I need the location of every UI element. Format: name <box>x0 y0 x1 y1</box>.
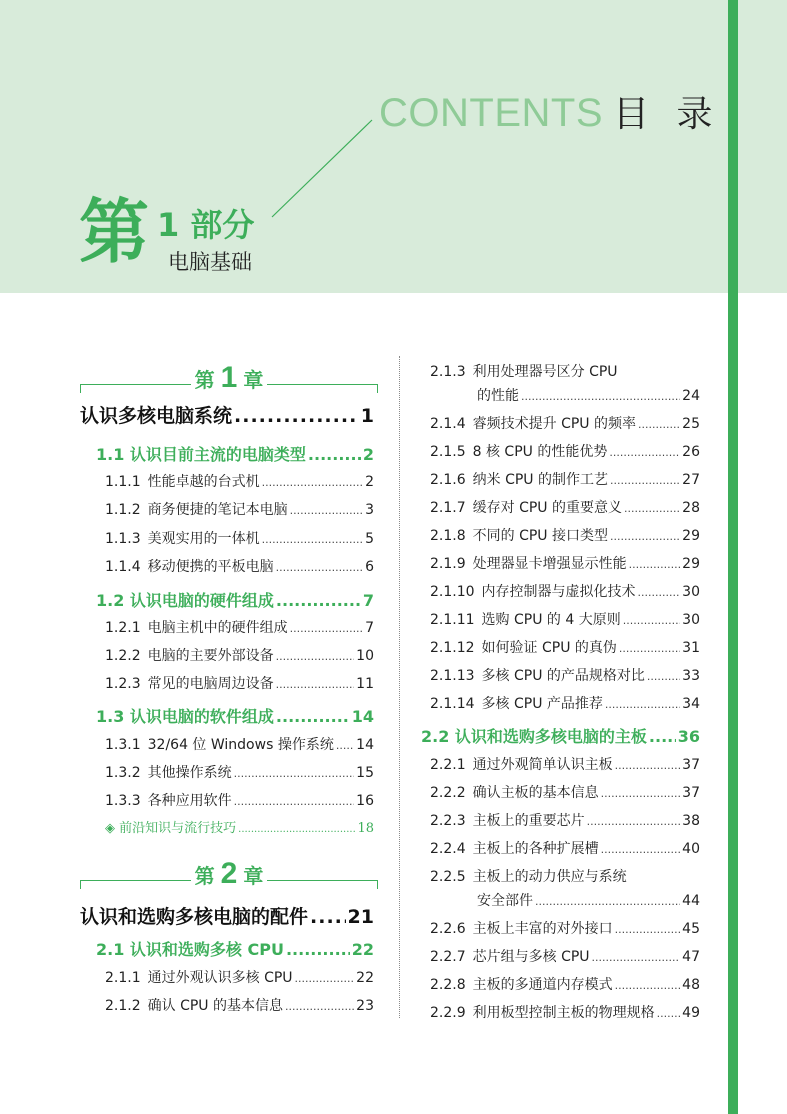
toc-label: 8 核 CPU 的性能优势 <box>472 444 608 460</box>
chapter-suffix: 章 <box>239 368 267 392</box>
toc-label: ◈ 前沿知识与流行技巧 <box>105 821 237 836</box>
toc-leader <box>276 591 361 610</box>
toc-subsection-entry-continuation[interactable] <box>477 385 700 405</box>
toc-label: 各种应用软件 <box>147 793 232 809</box>
toc-subsection-entry[interactable] <box>105 617 374 637</box>
toc-page: 31 <box>682 640 700 656</box>
toc-number: 2.2.5 <box>430 869 466 885</box>
toc-page: 49 <box>682 1005 700 1021</box>
toc-leader <box>615 979 681 992</box>
toc-page: 29 <box>682 528 700 544</box>
toc-subsection-entry[interactable] <box>430 974 700 994</box>
toc-number: 2.1.10 <box>430 584 475 600</box>
toc-label: 利用板型控制主板的物理规格 <box>472 1005 655 1021</box>
toc-subsection-entry[interactable] <box>430 637 700 657</box>
toc-page: 23 <box>356 998 374 1014</box>
toc-subsection-entry[interactable] <box>430 469 700 489</box>
chapter-number: 1 <box>220 361 238 394</box>
toc-tips-entry[interactable] <box>105 817 374 836</box>
toc-label: 通过外观简单认识主板 <box>472 757 613 773</box>
toc-number: 2.1.2 <box>105 998 141 1014</box>
toc-subsection-entry[interactable] <box>430 609 700 629</box>
toc-subsection-entry[interactable] <box>105 734 374 754</box>
toc-label: 内存控制器与虚拟化技术 <box>481 584 636 600</box>
toc-chapter-entry[interactable] <box>80 401 374 428</box>
toc-leader <box>285 1000 354 1013</box>
toc-page: 10 <box>356 648 374 664</box>
toc-label: 2.2 认识和选购多核电脑的主板 <box>421 727 647 746</box>
toc-label: 不同的 CPU 接口类型 <box>472 528 608 544</box>
toc-page: 40 <box>682 841 700 857</box>
toc-label: 纳米 CPU 的制作工艺 <box>472 472 608 488</box>
toc-number: 2.2.8 <box>430 977 466 993</box>
chapter-suffix: 章 <box>239 864 267 888</box>
toc-label: 32/64 位 Windows 操作系统 <box>147 737 334 753</box>
toc-label: 睿频技术提升 CPU 的频率 <box>472 416 636 432</box>
toc-leader <box>286 940 350 959</box>
toc-leader <box>610 530 680 543</box>
toc-subsection-entry[interactable] <box>105 499 374 519</box>
toc-label: 主板的多通道内存模式 <box>472 977 613 993</box>
toc-page: 44 <box>682 893 700 909</box>
toc-leader <box>638 586 681 599</box>
toc-page: 16 <box>356 793 374 809</box>
toc-number: 1.1.4 <box>105 559 141 575</box>
toc-number: 1.3.1 <box>105 737 141 753</box>
toc-subsection-entry[interactable] <box>105 471 374 491</box>
toc-label: 1.2 认识电脑的硬件组成 <box>96 591 274 610</box>
toc-number: 2.1.3 <box>430 364 466 380</box>
toc-label: 多核 CPU 的产品规格对比 <box>481 668 645 684</box>
toc-subsection-entry[interactable] <box>105 673 374 693</box>
toc-label: 缓存对 CPU 的重要意义 <box>472 500 622 516</box>
toc-leader <box>638 418 680 431</box>
toc-leader <box>295 972 355 985</box>
toc-page: 14 <box>351 707 374 726</box>
toc-label: 主板上的动力供应与系统 <box>472 869 627 885</box>
toc-label: 如何验证 CPU 的真伪 <box>481 640 617 656</box>
chapter-prefix: 第 <box>191 864 219 888</box>
toc-subsection-entry[interactable] <box>430 581 700 601</box>
chapter-prefix: 第 <box>191 368 219 392</box>
toc-page: 28 <box>682 500 700 516</box>
toc-subsection-entry[interactable] <box>105 645 374 665</box>
toc-subsection-entry[interactable] <box>430 754 700 774</box>
toc-subsection-entry[interactable] <box>430 918 700 938</box>
toc-leader <box>234 795 355 808</box>
toc-page: 18 <box>357 821 374 836</box>
toc-leader <box>629 558 681 571</box>
toc-leader <box>336 739 354 752</box>
toc-subsection-entry-first-line[interactable] <box>430 361 618 381</box>
toc-number: 1.2.1 <box>105 620 141 636</box>
toc-leader <box>262 476 363 489</box>
toc-leader <box>657 1007 681 1020</box>
toc-page: 3 <box>365 502 374 518</box>
toc-label: 选购 CPU 的 4 大原则 <box>481 612 621 628</box>
toc-number: 2.2.4 <box>430 841 466 857</box>
toc-leader <box>649 727 676 746</box>
toc-subsection-entry[interactable] <box>430 413 700 433</box>
toc-label: 电脑主机中的硬件组成 <box>147 620 288 636</box>
toc-label: 认识和选购多核电脑的配件 <box>80 906 309 928</box>
toc-subsection-entry[interactable] <box>430 497 700 517</box>
toc-number: 1.1.1 <box>105 474 141 490</box>
toc-number: 1.1.3 <box>105 531 141 547</box>
toc-page: 1 <box>360 405 374 427</box>
toc-page: 26 <box>682 444 700 460</box>
toc-leader <box>521 390 680 403</box>
toc-leader <box>587 815 681 828</box>
toc-page: 45 <box>682 921 700 937</box>
toc-leader <box>535 895 680 908</box>
toc-leader <box>647 670 680 683</box>
chapter-2-heading <box>80 857 378 904</box>
toc-leader <box>592 951 681 964</box>
toc-subsection-entry[interactable] <box>105 762 374 782</box>
toc-page: 38 <box>682 813 700 829</box>
toc-number: 2.2.7 <box>430 949 466 965</box>
toc-label: 其他操作系统 <box>147 765 232 781</box>
toc-leader <box>262 533 363 546</box>
toc-number: 1.3.2 <box>105 765 141 781</box>
toc-leader <box>609 446 680 459</box>
toc-leader <box>615 759 681 772</box>
toc-number: 2.1.5 <box>430 444 466 460</box>
toc-page: 2 <box>365 474 374 490</box>
toc-subsection-entry[interactable] <box>430 810 700 830</box>
toc-subsection-entry[interactable] <box>105 995 374 1015</box>
toc-page: 15 <box>356 765 374 781</box>
toc-subsection-entry[interactable] <box>430 693 700 713</box>
toc-leader <box>290 622 363 635</box>
toc-number: 2.1.6 <box>430 472 466 488</box>
toc-subsection-entry[interactable] <box>430 946 700 966</box>
toc-leader <box>610 474 680 487</box>
toc-number: 1.1.2 <box>105 502 141 518</box>
toc-number: 2.1.13 <box>430 668 475 684</box>
toc-label: 美观实用的一体机 <box>147 531 260 547</box>
toc-section-entry[interactable] <box>96 704 374 727</box>
toc-leader <box>234 405 359 427</box>
toc-page: 27 <box>682 472 700 488</box>
toc-page: 37 <box>682 757 700 773</box>
toc-leader <box>276 650 355 663</box>
toc-section-entry[interactable] <box>96 442 374 465</box>
toc-subsection-entry[interactable] <box>430 1002 700 1022</box>
toc-page: 34 <box>682 696 700 712</box>
toc-label: 2.1 认识和选购多核 CPU <box>96 940 284 959</box>
toc-page: 30 <box>682 584 700 600</box>
toc-label: 主板上丰富的对外接口 <box>472 921 613 937</box>
toc-number: 1.2.2 <box>105 648 141 664</box>
toc-subsection-entry[interactable] <box>105 790 374 810</box>
toc-page: 7 <box>362 591 374 610</box>
toc-subsection-entry[interactable] <box>430 838 700 858</box>
toc-subsection-entry[interactable] <box>430 782 700 802</box>
toc-page: 37 <box>682 785 700 801</box>
toc-page: 22 <box>356 970 374 986</box>
toc-number: 2.1.9 <box>430 556 466 572</box>
toc-page: 47 <box>682 949 700 965</box>
toc-label: 确认 CPU 的基本信息 <box>147 998 283 1014</box>
toc-label: 认识多核电脑系统 <box>80 405 233 427</box>
toc-number: 2.1.7 <box>430 500 466 516</box>
toc-subsection-entry[interactable] <box>105 967 374 987</box>
column-divider <box>399 356 400 1018</box>
toc-number: 2.2.6 <box>430 921 466 937</box>
toc-number: 2.2.1 <box>430 757 466 773</box>
toc-leader <box>276 707 350 726</box>
toc-leader <box>234 767 355 780</box>
toc-page: 5 <box>365 531 374 547</box>
part-title: 1 部分 <box>157 206 255 244</box>
toc-label: 主板上的重要芯片 <box>472 813 585 829</box>
toc-label: 多核 CPU 产品推荐 <box>481 696 603 712</box>
toc-leader <box>624 502 680 515</box>
toc-number: 2.2.3 <box>430 813 466 829</box>
toc-page: 29 <box>682 556 700 572</box>
toc-page: 24 <box>682 388 700 404</box>
toc-label-continuation: 的性能 <box>477 388 519 404</box>
toc-number: 2.1.1 <box>105 970 141 986</box>
toc-leader <box>276 561 363 574</box>
toc-page: 11 <box>356 676 374 692</box>
toc-number: 2.1.14 <box>430 696 475 712</box>
toc-label: 处理器显卡增强显示性能 <box>472 556 627 572</box>
contents-title-en: CONTENTS <box>379 91 603 135</box>
toc-leader <box>619 642 680 655</box>
toc-page: 25 <box>682 416 700 432</box>
toc-page: 6 <box>365 559 374 575</box>
toc-label: 常见的电脑周边设备 <box>147 676 274 692</box>
toc-label: 芯片组与多核 CPU <box>472 949 590 965</box>
toc-subsection-entry[interactable] <box>105 528 374 548</box>
toc-label: 移动便携的平板电脑 <box>147 559 274 575</box>
toc-label: 1.1 认识目前主流的电脑类型 <box>96 445 306 464</box>
toc-section-entry[interactable] <box>96 588 374 611</box>
toc-subsection-entry[interactable] <box>430 525 700 545</box>
toc-leader <box>290 504 363 517</box>
toc-label: 利用处理器号区分 CPU <box>472 364 618 380</box>
toc-subsection-entry[interactable] <box>430 665 700 685</box>
part-subtitle: 电脑基础 <box>168 250 252 274</box>
toc-label: 电脑的主要外部设备 <box>147 648 274 664</box>
toc-page: 48 <box>682 977 700 993</box>
toc-number: 2.2.2 <box>430 785 466 801</box>
toc-number: 1.2.3 <box>105 676 141 692</box>
toc-page: 21 <box>347 906 374 928</box>
toc-label: 确认主板的基本信息 <box>472 785 599 801</box>
toc-number: 2.1.12 <box>430 640 475 656</box>
toc-leader <box>615 923 681 936</box>
toc-number: 2.2.9 <box>430 1005 466 1021</box>
toc-label-continuation: 安全部件 <box>477 893 533 909</box>
part-prefix: 第 <box>79 191 149 273</box>
chapter-number: 2 <box>220 857 238 890</box>
toc-chapter-entry[interactable] <box>80 902 374 929</box>
toc-page: 36 <box>677 727 700 746</box>
toc-leader <box>623 614 680 627</box>
toc-number: 2.1.11 <box>430 612 475 628</box>
toc-label: 商务便捷的笔记本电脑 <box>147 502 288 518</box>
toc-label: 主板上的各种扩展槽 <box>472 841 599 857</box>
toc-subsection-entry-continuation[interactable] <box>477 890 700 910</box>
toc-leader <box>276 678 355 691</box>
toc-leader <box>601 787 681 800</box>
contents-title <box>379 86 720 137</box>
toc-leader <box>310 906 346 928</box>
contents-title-cn: 目 录 <box>613 94 721 135</box>
toc-leader <box>601 843 681 856</box>
toc-number: 2.1.4 <box>430 416 466 432</box>
toc-page: 14 <box>356 737 374 753</box>
toc-leader <box>605 698 680 711</box>
toc-leader <box>308 445 361 464</box>
toc-page: 7 <box>365 620 374 636</box>
toc-page: 33 <box>682 668 700 684</box>
toc-section-entry[interactable] <box>96 937 374 960</box>
toc-page: 22 <box>351 940 374 959</box>
toc-subsection-entry[interactable] <box>430 441 700 461</box>
toc-number: 2.1.8 <box>430 528 466 544</box>
toc-section-entry[interactable] <box>421 724 700 747</box>
toc-number: 1.3.3 <box>105 793 141 809</box>
toc-label: 通过外观认识多核 CPU <box>147 970 293 986</box>
toc-label: 性能卓越的台式机 <box>147 474 260 490</box>
toc-leader <box>238 824 355 835</box>
toc-subsection-entry-first-line[interactable] <box>430 866 627 886</box>
toc-page: 2 <box>362 445 374 464</box>
toc-subsection-entry[interactable] <box>105 556 374 576</box>
toc-subsection-entry[interactable] <box>430 553 700 573</box>
toc-label: 1.3 认识电脑的软件组成 <box>96 707 274 726</box>
toc-page: 30 <box>682 612 700 628</box>
